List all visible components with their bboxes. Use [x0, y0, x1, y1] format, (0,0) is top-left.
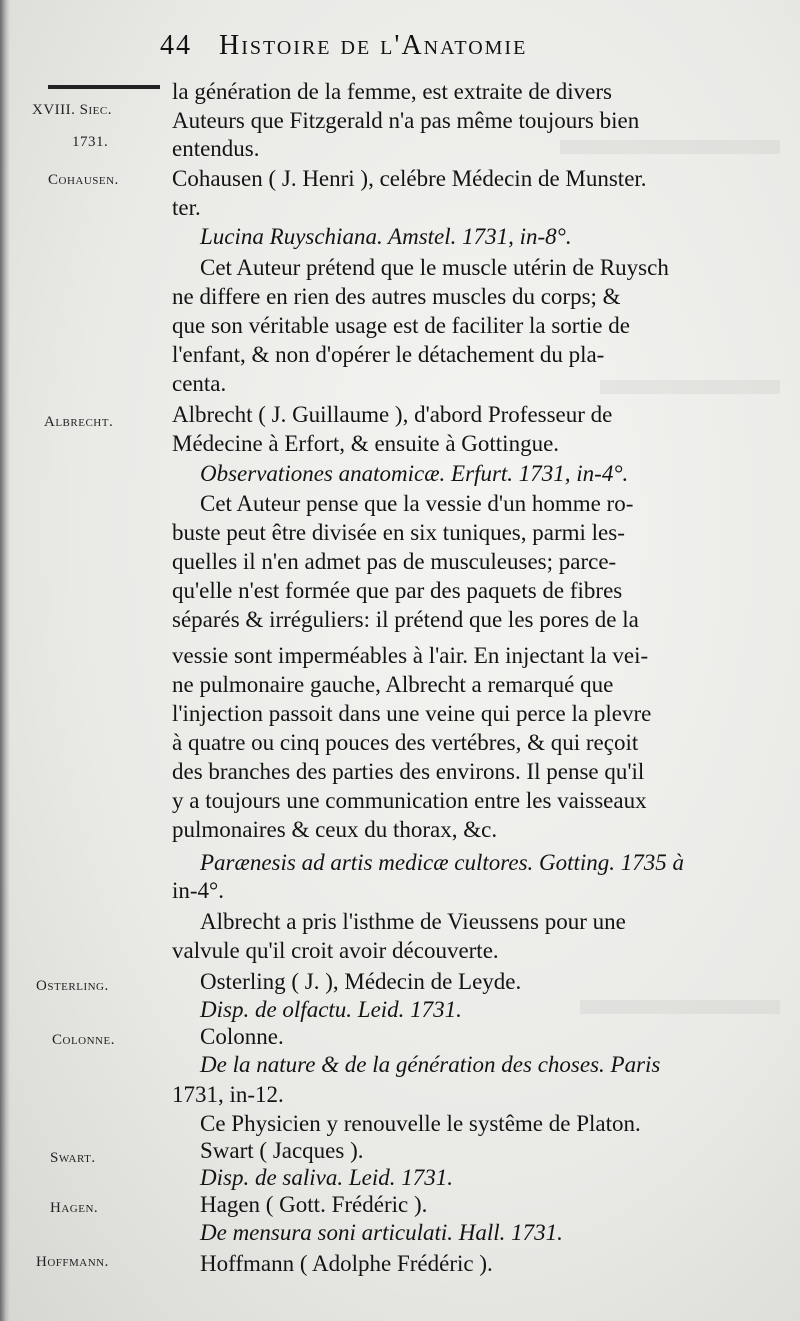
text-line-title: Disp. de saliva. Leid. 1731. [200, 1165, 453, 1190]
text-line: in-4°. [172, 878, 224, 903]
text-line: la génération de la femme, est extraite de divers [172, 79, 612, 104]
text-line: Ce Physicien y renouvelle le systême de Platon. [200, 1111, 641, 1136]
text-line: centa. [172, 371, 227, 396]
text-line: Cet Auteur pense que la vessie d'un homme ro- [200, 491, 634, 516]
text-line: pulmonaires & ceux du thorax, &c. [172, 817, 498, 842]
running-title: Histoire de l'Anatomie [219, 30, 528, 61]
text-line-title: De la nature & de la génération des choses. Paris [200, 1052, 661, 1077]
margin-note-swart: Swart. [50, 1150, 96, 1166]
margin-note-century: XVIII. Siec. [32, 102, 112, 118]
text-line-title: Disp. de olfactu. Leid. 1731. [200, 997, 462, 1022]
text-line: y a toujours une communication entre les vaisseaux [172, 788, 647, 813]
text-line: Hoffmann ( Adolphe Frédéric ). [200, 1251, 493, 1276]
text-line-title: De mensura soni articulati. Hall. 1731. [200, 1220, 563, 1245]
text-line: que son véritable usage est de faciliter la sortie de [172, 313, 630, 338]
text-line: l'injection passoit dans une veine qui perce la plevre [172, 701, 652, 726]
text-line: Colonne. [200, 1024, 284, 1049]
text-line: ne differe en rien des autres muscles du corps; & [172, 284, 621, 309]
text-line: Albrecht ( J. Guillaume ), d'abord Professeur de [172, 402, 613, 427]
text-line: buste peut être divisée en six tuniques, parmi les- [172, 520, 625, 545]
margin-note-osterling: Osterling. [36, 978, 109, 994]
running-header [160, 30, 680, 70]
text-line: 1731, in-12. [172, 1082, 284, 1107]
text-line: vessie sont imperméables à l'air. En injectant la vei- [172, 643, 649, 668]
text-line: ne pulmonaire gauche, Albrecht a remarqué que [172, 672, 614, 697]
text-line: l'enfant, & non d'opérer le détachement du pla- [172, 342, 605, 367]
text-line: entendus. [172, 136, 260, 161]
text-line: séparés & irréguliers: il prétend que les pores de la [172, 607, 639, 632]
text-line: valvule qu'il croit avoir découverte. [172, 938, 499, 963]
margin-note-cohausen: Cohausen. [48, 172, 119, 188]
page-number: 44 [160, 30, 192, 61]
text-line: quelles il n'en admet pas de musculeuses; parce- [172, 549, 617, 574]
text-line: Swart ( Jacques ). [200, 1138, 364, 1163]
text-line: qu'elle n'est formée que par des paquets de fibres [172, 578, 623, 603]
text-line-title: Parænesis ad artis medicæ cultores. Gotting. 1735 à [200, 850, 685, 875]
margin-note-year: 1731. [72, 134, 109, 150]
margin-note-hagen: Hagen. [50, 1200, 99, 1216]
text-line: Cohausen ( J. Henri ), celébre Médecin de Munster. [172, 166, 647, 191]
margin-note-hoffmann: Hoffmann. [36, 1254, 109, 1270]
margin-rule [48, 85, 160, 89]
page-edge-shadow [0, 0, 10, 1321]
text-line-title: Lucina Ruyschiana. Amstel. 1731, in-8°. [200, 224, 572, 249]
text-line: Médecine à Erfort, & ensuite à Gottingue. [172, 431, 560, 456]
text-line: Albrecht a pris l'isthme de Vieussens pour une [200, 909, 626, 934]
text-line: ter. [172, 195, 201, 220]
text-line: des branches des parties des environs. Il pense qu'il [172, 759, 645, 784]
text-line-title: Observationes anatomicæ. Erfurt. 1731, in-4°. [200, 461, 629, 486]
margin-note-albrecht: Albrecht. [44, 414, 114, 430]
text-line: à quatre ou cinq pouces des vertébres, & qui reçoit [172, 730, 639, 755]
margin-note-colonne: Colonne. [52, 1032, 115, 1048]
text-line: Cet Auteur prétend que le muscle utérin de Ruysch [200, 255, 669, 280]
text-line: Auteurs que Fitzgerald n'a pas même toujours bien [172, 108, 640, 133]
text-line: Osterling ( J. ), Médecin de Leyde. [200, 969, 522, 994]
text-line: Hagen ( Gott. Frédéric ). [200, 1192, 428, 1217]
